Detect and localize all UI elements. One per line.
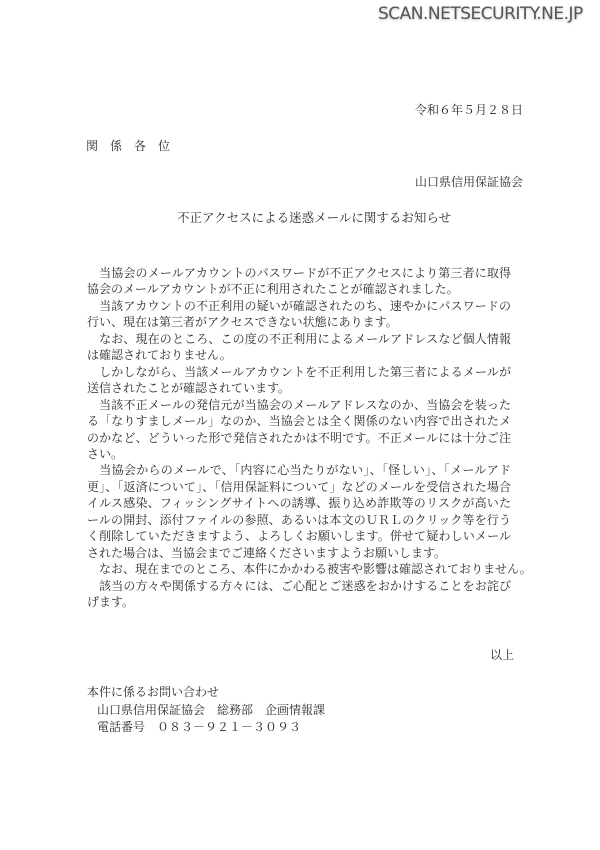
- body-line: 当該不正メールの発信元が当協会のメールアドレスなのか、当協会を装った: [99, 397, 511, 412]
- contact-phone: 電話番号 ０８３－９２１－３０９３: [97, 720, 302, 734]
- closing: 以上: [490, 648, 515, 662]
- sender-organization: 山口県信用保証協会: [415, 175, 524, 189]
- body-line: く削除していただきますよう、よろしくお願いします。併せて疑わしいメール: [87, 529, 511, 544]
- document-date: 令和６年５月２８日: [415, 103, 524, 117]
- body-line: は確認されておりません。: [87, 348, 232, 363]
- contact-department: 山口県信用保証協会 総務部 企画情報課: [97, 703, 326, 717]
- body-line: げます。: [87, 595, 135, 609]
- body-line: 協会のメールアカウントが不正に利用されたことが確認されました。: [87, 282, 459, 297]
- body-line: 当協会のメールアカウントのパスワードが不正アクセスにより第三者に取得: [99, 266, 511, 280]
- body-line: 送信されたことが確認されています。: [87, 381, 291, 396]
- document-title: 不正アクセスによる迷惑メールに関するお知らせ: [177, 210, 452, 225]
- body-line: のかなど、どういった形で発信されたかは不明です。不正メールには十分ご注: [87, 430, 511, 445]
- watermark: SCAN.NETSECURITY.NE.JP: [378, 4, 583, 24]
- contact-heading: 本件に係るお問い合わせ: [87, 685, 220, 699]
- addressee: 関 係 各 位: [86, 139, 171, 153]
- body-line: なお、現在までのところ、本件にかかわる被害や影響は確認されておりません。: [87, 562, 532, 577]
- body-line: さい。: [87, 446, 124, 461]
- body-line: 更」、「返済について」、「信用保証料について」などのメールを受信された場合: [87, 479, 511, 494]
- body-line: る「なりすましメール」なのか、当協会とは全く関係のない内容で出されたメ: [87, 414, 511, 429]
- body-line: 当該アカウントの不正利用の疑いが確認されたのち、速やかにパスワードの: [99, 298, 511, 313]
- body-line: 当協会からのメールで、「内容に心当たりがない」、「怪しい」、「メールアド: [99, 463, 511, 478]
- body-line: 行い、現在は第三者がアクセスできない状態にあります。: [87, 315, 398, 330]
- body-line: 該当の方々や関係する方々には、ご心配とご迷惑をおかけすることをお詫び: [99, 578, 511, 593]
- body-line: なお、現在のところ、この度の不正利用によるメールアドレスなど個人情報: [99, 331, 511, 346]
- body-line: しかしながら、当該メールアカウントを不正利用した第三者によるメールが: [99, 364, 511, 379]
- body-line: ールの開封、添付ファイルの参照、あるいは本文のＵＲＬのクリック等を行う: [87, 512, 511, 527]
- body-line: された場合は、当協会までご連絡くださいますようお願いします。: [87, 545, 447, 560]
- body-line: イルス感染、フィッシングサイトへの誘導、振り込め詐欺等のリスクが高いた: [87, 496, 511, 511]
